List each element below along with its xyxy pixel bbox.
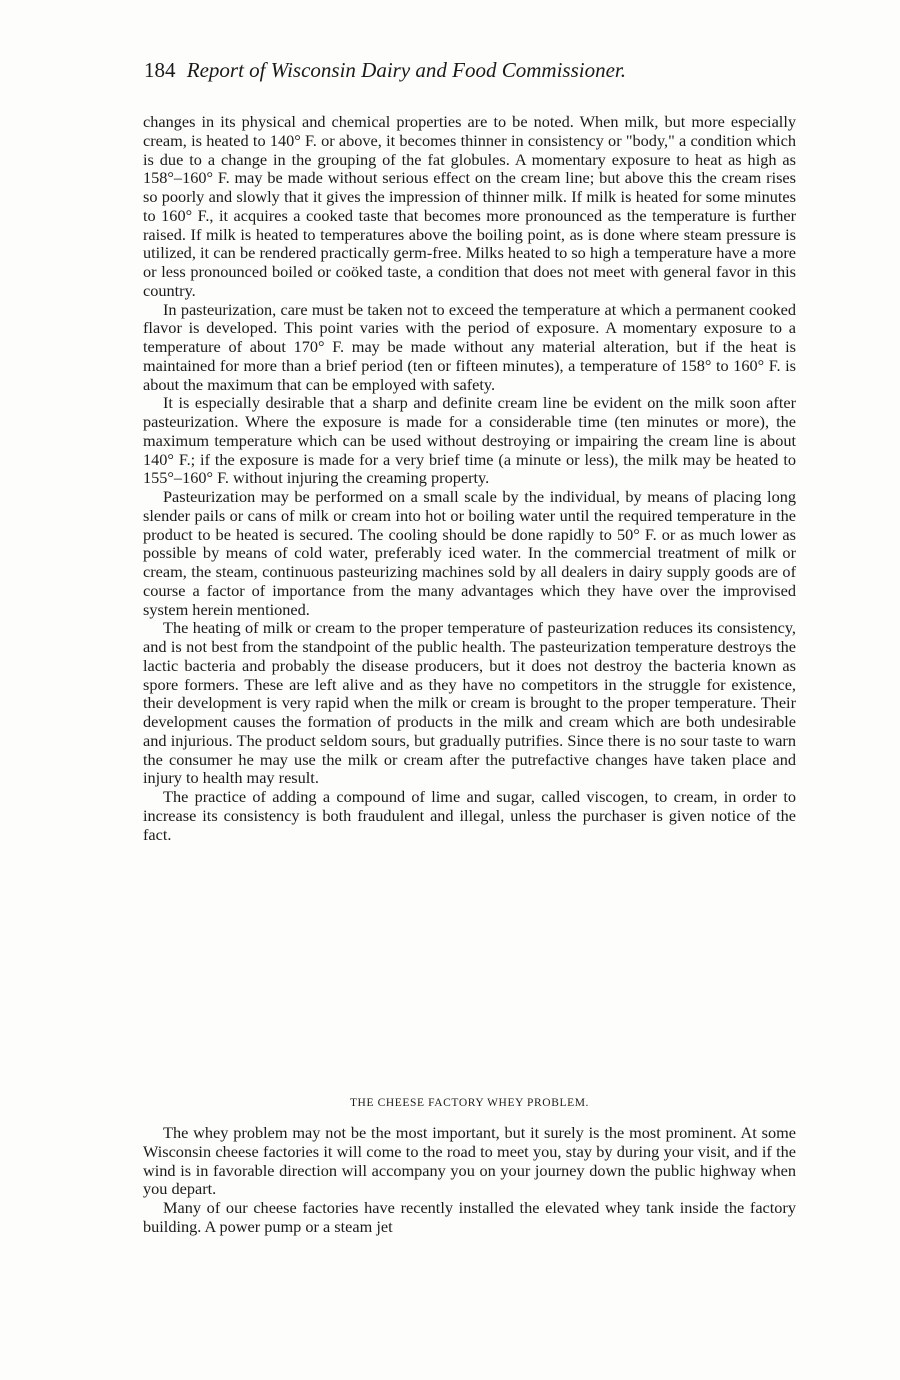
paragraph-viscogen: The practice of adding a compound of lime and sugar, called viscogen, to cream, in order to increase its consistency is both fraudulent and illegal, unless the purchaser is given notice of the fact. bbox=[143, 787, 796, 844]
paragraph-whey-problem: The whey problem may not be the most important, but it surely is the most prominent. At some Wisconsin cheese factories it will come to the road to meet you, stay by during your visit, and if the wind is in favorable direction will accompany you on your journey down the public highway when you depart. bbox=[143, 1123, 796, 1199]
paragraph-pasteurization-temperature: In pasteurization, care must be taken not to exceed the temperature at which a permanent cooked flavor is developed. This point varies with the period of exposure. A momentary exposure to a temperature of about 170° F. may be made without any material alteration, but if the heat is maintained for more than a brief period (ten or fifteen minutes), a temperature of 158° to 160° F. is about the maximum that can be employed with safety. bbox=[143, 299, 796, 394]
running-header bbox=[144, 58, 804, 83]
section-heading: THE CHEESE FACTORY WHEY PROBLEM. bbox=[349, 1097, 590, 1109]
paragraph-small-scale-pasteurization: Pasteurization may be performed on a small scale by the individual, by means of placing long slender pails or cans of milk or cream into hot or boiling water until the required temperature in the product to be heated is secured. The cooling should be done rapidly to 50° F. or as much lower as possible by means of cold water, preferably iced water. In the commercial treatment of milk or cream, the steam, continuous pasteurizing machines sold by all dealers in dairy supply goods are of course a factor of importance from the many advantages which they have over the improvised system herein mentioned. bbox=[143, 487, 796, 619]
body-text bbox=[143, 113, 796, 844]
section-body-text bbox=[143, 1124, 796, 1237]
paragraph-cream-line: It is especially desirable that a sharp and definite cream line be evident on the milk soon after pasteurization. Where the exposure is made for a considerable time (ten minutes or more), the maximum temperature which can be used without destroying or impairing the cream line is about 140° F.; if the exposure is made for a very brief time (a minute or less), the milk may be heated to 155°–160° F. without injuring the creaming property. bbox=[143, 393, 796, 488]
paragraph-whey-tank: Many of our cheese factories have recently installed the elevated whey tank inside the factory building. A power pump or a steam jet bbox=[143, 1198, 796, 1236]
paragraph-public-health: The heating of milk or cream to the proper temperature of pasteurization reduces its consistency, and is not best from the standpoint of the public health. The pasteurization temperature destroys the lactic bacteria and probably the disease producers, but it does not destroy the bacteria known as spore formers. These are left alive and as they have no competitors in the struggle for existence, their development is very rapid when the milk or cream is brought to the proper temperature. Their development causes the formation of products in the milk and cream which are both undesirable and injurious. The product seldom sours, but gradually putrifies. Since there is no sour taste to warn the consumer he may use the milk or cream after the putrefactive changes have taken place and injury to health may result. bbox=[143, 618, 796, 788]
running-title: Report of Wisconsin Dairy and Food Commissioner. bbox=[186, 58, 626, 82]
page-number: 184 bbox=[144, 58, 176, 82]
paragraph-continued: changes in its physical and chemical properties are to be noted. When milk, but more especially cream, is heated to 140° F. or above, it becomes thinner in consistency or "body," a condition which is due to a change in the grouping of the fat globules. A momentary exposure to heat as high as 158°–160° F. may be made without serious effect on the cream line; but above this the cream rises so poorly and slowly that it gives the impression of thinner milk. If milk is heated for some minutes to 160° F., it acquires a cooked taste that becomes more pronounced as the temperature is further raised. If milk is heated to temperatures above the boiling point, as is done where steam pressure is utilized, it can be rendered practically germ-free. Milks heated to so high a temperature have a more or less pronounced boiled or coöked taste, a condition that does not meet with general favor in this country. bbox=[143, 112, 796, 300]
